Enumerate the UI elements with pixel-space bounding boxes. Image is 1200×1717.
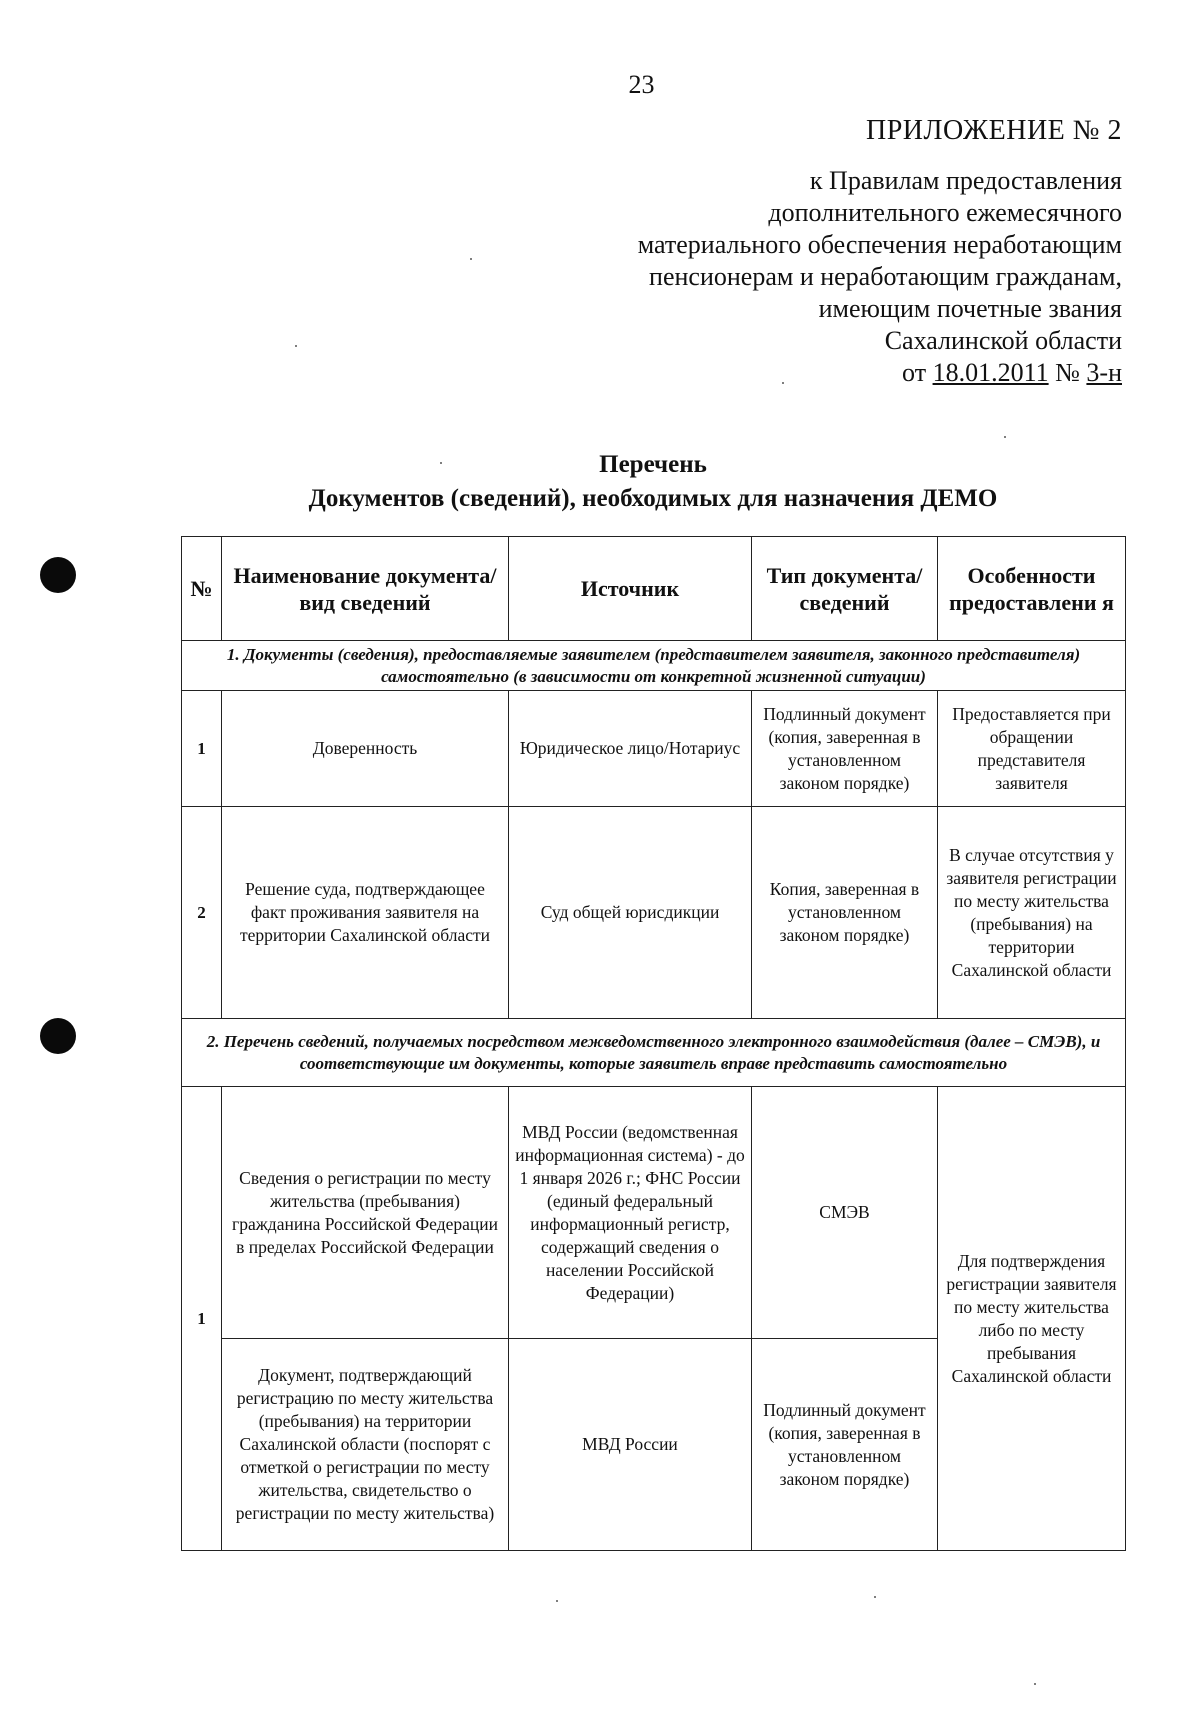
- header-name: Наименование документа/ вид сведений: [222, 537, 509, 641]
- scan-speck: [295, 345, 297, 347]
- appendix-line: материального обеспечения неработающим: [637, 230, 1122, 259]
- row-source: Суд общей юрисдикции: [509, 807, 752, 1019]
- header-source: Источник: [509, 537, 752, 641]
- header-features: Особенности предоставлени я: [938, 537, 1126, 641]
- appendix-date-line: [638, 357, 1122, 389]
- row-name: Документ, подтверждающий регистрацию по месту жительства (пребывания) на территории Сахалинской области (поспорят с отметкой о регистрации по месту жительства, свидетельство о регистрации по месту жительства): [222, 1339, 509, 1551]
- section-2-heading: 2. Перечень сведений, получаемых посредством межведомственного электронного взаимодействия (далее – СМЭВ), и соответствующие им документы, которые заявитель вправе представить самостоятельно: [182, 1019, 1126, 1087]
- title-line-1: Перечень: [599, 451, 707, 478]
- decree-number: 3-н: [1086, 358, 1122, 387]
- section-1-heading: 1. Документы (сведения), предоставляемые заявителем (представителем заявителя, законного представителя) самостоятельно (в зависимости от конкретной жизненной ситуации): [182, 641, 1126, 691]
- row-type: Подлинный документ (копия, заверенная в установленном законом порядке): [752, 691, 938, 807]
- row-num: 1: [182, 1087, 222, 1551]
- appendix-line: имеющим почетные звания: [818, 294, 1122, 323]
- row-type: Подлинный документ (копия, заверенная в установленном законом порядке): [752, 1339, 938, 1551]
- scan-speck: [782, 382, 784, 384]
- decree-date: 18.01.2011: [932, 358, 1049, 387]
- punch-hole-top: [40, 557, 76, 593]
- table-row: [182, 691, 1126, 807]
- row-source: МВД России: [509, 1339, 752, 1551]
- appendix-subtitle: [638, 165, 1122, 389]
- scan-speck: [874, 1596, 876, 1598]
- table-header-row: [182, 537, 1126, 641]
- row-features: В случае отсутствия у заявителя регистрации по месту жительства (пребывания) на территории Сахалинской области: [938, 807, 1126, 1019]
- row-name: Сведения о регистрации по месту жительства (пребывания) гражданина Российской Федерации в пределах Российской Федерации: [222, 1087, 509, 1339]
- section-row: [182, 641, 1126, 691]
- row-name: Решение суда, подтверждающее факт проживания заявителя на территории Сахалинской области: [222, 807, 509, 1019]
- page-number: 23: [628, 70, 655, 99]
- section-row: [182, 1019, 1126, 1087]
- row-source: МВД России (ведомственная информационная система) - до 1 января 2026 г.; ФНС России (единый федеральный информационный регистр, содержащий сведения о населении Российской Федерации): [509, 1087, 752, 1339]
- table-row: [182, 1087, 1126, 1339]
- appendix-line: дополнительного ежемесячного: [768, 198, 1122, 227]
- row-source: Юридическое лицо/Нотариус: [509, 691, 752, 807]
- row-features: Предоставляется при обращении представителя заявителя: [938, 691, 1126, 807]
- appendix-title: ПРИЛОЖЕНИЕ № 2: [866, 115, 1122, 146]
- scan-speck: [1004, 436, 1006, 438]
- documents-table: [181, 536, 1126, 1551]
- row-type: Копия, заверенная в установленном законом порядке): [752, 807, 938, 1019]
- scan-speck: [556, 1600, 558, 1602]
- scan-speck: [470, 258, 472, 260]
- document-title: [0, 448, 1200, 516]
- appendix-line: к Правилам предоставления: [809, 166, 1122, 195]
- scan-speck: [1034, 1683, 1036, 1685]
- row-num: 2: [182, 807, 222, 1019]
- row-num: 1: [182, 691, 222, 807]
- punch-hole-bottom: [40, 1018, 76, 1054]
- table-row: [182, 807, 1126, 1019]
- appendix-line: Сахалинской области: [884, 326, 1122, 355]
- appendix-line: пенсионерам и неработающим гражданам,: [649, 262, 1122, 291]
- row-features: Для подтверждения регистрации заявителя по месту жительства либо по месту пребывания Сахалинской области: [938, 1087, 1126, 1551]
- header-num: №: [182, 537, 222, 641]
- row-name: Доверенность: [222, 691, 509, 807]
- title-line-2: Документов (сведений), необходимых для назначения ДЕМО: [308, 485, 998, 512]
- number-prefix: №: [1055, 358, 1080, 387]
- scan-speck: [440, 462, 442, 464]
- date-prefix: от: [902, 358, 927, 387]
- header-type: Тип документа/ сведений: [752, 537, 938, 641]
- row-type: СМЭВ: [752, 1087, 938, 1339]
